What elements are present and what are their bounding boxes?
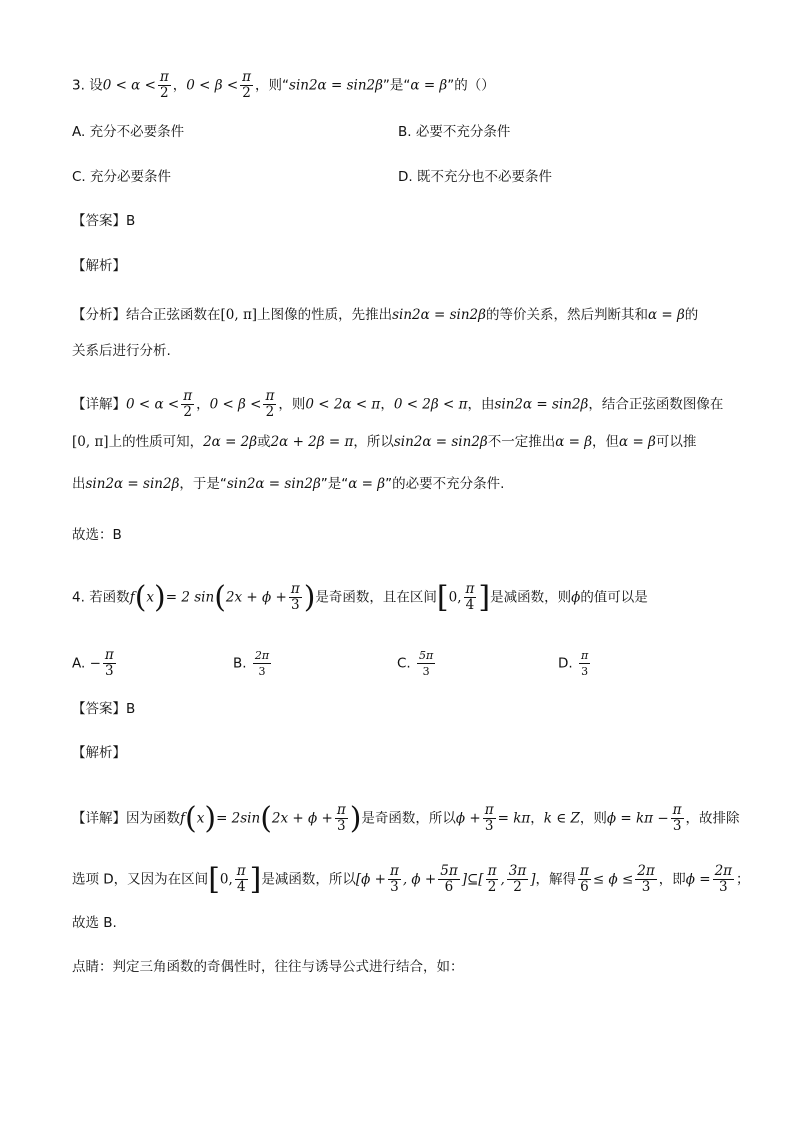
frac-pi-2: $\frac{\pi}{2}$ [159, 69, 169, 101]
frac-pi-2: $\frac{\pi}{2}$ [183, 388, 193, 420]
q4-answer: 【答案】B [72, 701, 136, 717]
q4-xiangjie-line2: 选项 D，又因为在区间[0, $\frac{\pi}{4}$ ]是减函数，所以[ϕ + $\frac{\pi}{3}$ , ϕ + $\frac{5\pi}{6}$ ]⊆[ $\frac{\pi}{2}$ , $\frac{3\pi}{2}$ ]，解得 $\frac{\pi}{6}$ ≤ ϕ ≤ $\frac{2\pi}{3}$ ，即ϕ = $\frac{2\pi}{3}$ ； [72, 861, 750, 897]
q4-option-a: A. − $\frac{\pi}{3}$ [72, 647, 114, 679]
q4-xiangjie-line3: 故选 B. [72, 915, 117, 931]
q3-choose: 故选：B [72, 527, 122, 543]
q3-xiangjie-line3: 出sin2α = sin2β，于是“sin2α = sin2β”是“α = β”的必要不充分条件. [72, 476, 505, 492]
q3-option-a: A. 充分不必要条件 [72, 124, 185, 140]
q3-analysis-heading: 【解析】 [72, 258, 126, 274]
q4-option-b: B. $\frac{2\pi}{3}$ [233, 649, 270, 678]
q3-fenxi-line1: 【分析】结合正弦函数在[0, π]上图像的性质，先推出sin2α = sin2β的等价关系，然后判断其和α = β的 [72, 307, 699, 323]
q3-fenxi-line2: 关系后进行分析. [72, 343, 171, 359]
q3-answer: 【答案】B [72, 213, 136, 229]
q3-option-c: C. 充分必要条件 [72, 169, 172, 185]
frac-pi-3: $\frac{\pi}{3}$ [290, 581, 300, 613]
q4-stem: 4. 若函数f(x)= 2 sin(2x + ϕ + $\frac{\pi}{3}$ )是奇函数，且在区间[0, $\frac{\pi}{4}$ ]是减函数，则ϕ的值可以是 [72, 579, 648, 615]
frac-pi-2: $\frac{\pi}{2}$ [242, 69, 252, 101]
q4-option-c: C. $\frac{5\pi}{3}$ [397, 649, 434, 678]
q3-xiangjie-line2: [0, π]上的性质可知，2α = 2β或2α + 2β = π，所以sin2α = sin2β不一定推出α = β，但α = β可以推 [72, 434, 697, 450]
q4-analysis-heading: 【解析】 [72, 745, 126, 761]
frac-pi-4: $\frac{\pi}{4}$ [465, 581, 475, 613]
q4-xiangjie-line1: 【详解】因为函数f(x)= 2sin(2x + ϕ + $\frac{\pi}{3}$ )是奇函数，所以ϕ + $\frac{\pi}{3}$ = kπ，k ∈ Z，则ϕ = kπ − $\frac{\pi}{3}$ ，故排除 [72, 800, 740, 836]
q3-xiangjie-line1: 【详解】0 < α < $\frac{\pi}{2}$ ，0 < β < $\frac{\pi}{2}$ ，则0 < 2α < π，0 < 2β < π，由sin2α = sin2β，结合正弦函数图像在 [72, 388, 724, 420]
frac-pi-2: $\frac{\pi}{2}$ [265, 388, 275, 420]
q3-option-b: B. 必要不充分条件 [398, 124, 511, 140]
q3-option-d: D. 既不充分也不必要条件 [398, 169, 552, 185]
q3-stem: 3. 设0 < α < $\frac{\pi}{2}$ ，0 < β < $\frac{\pi}{2}$ ，则“sin2α = sin2β”是“α = β”的（） [72, 69, 495, 101]
q4-note: 点睛：判定三角函数的奇偶性时，往往与诱导公式进行结合，如： [72, 959, 464, 975]
q4-option-d: D. $\frac{\pi}{3}$ [558, 649, 589, 678]
